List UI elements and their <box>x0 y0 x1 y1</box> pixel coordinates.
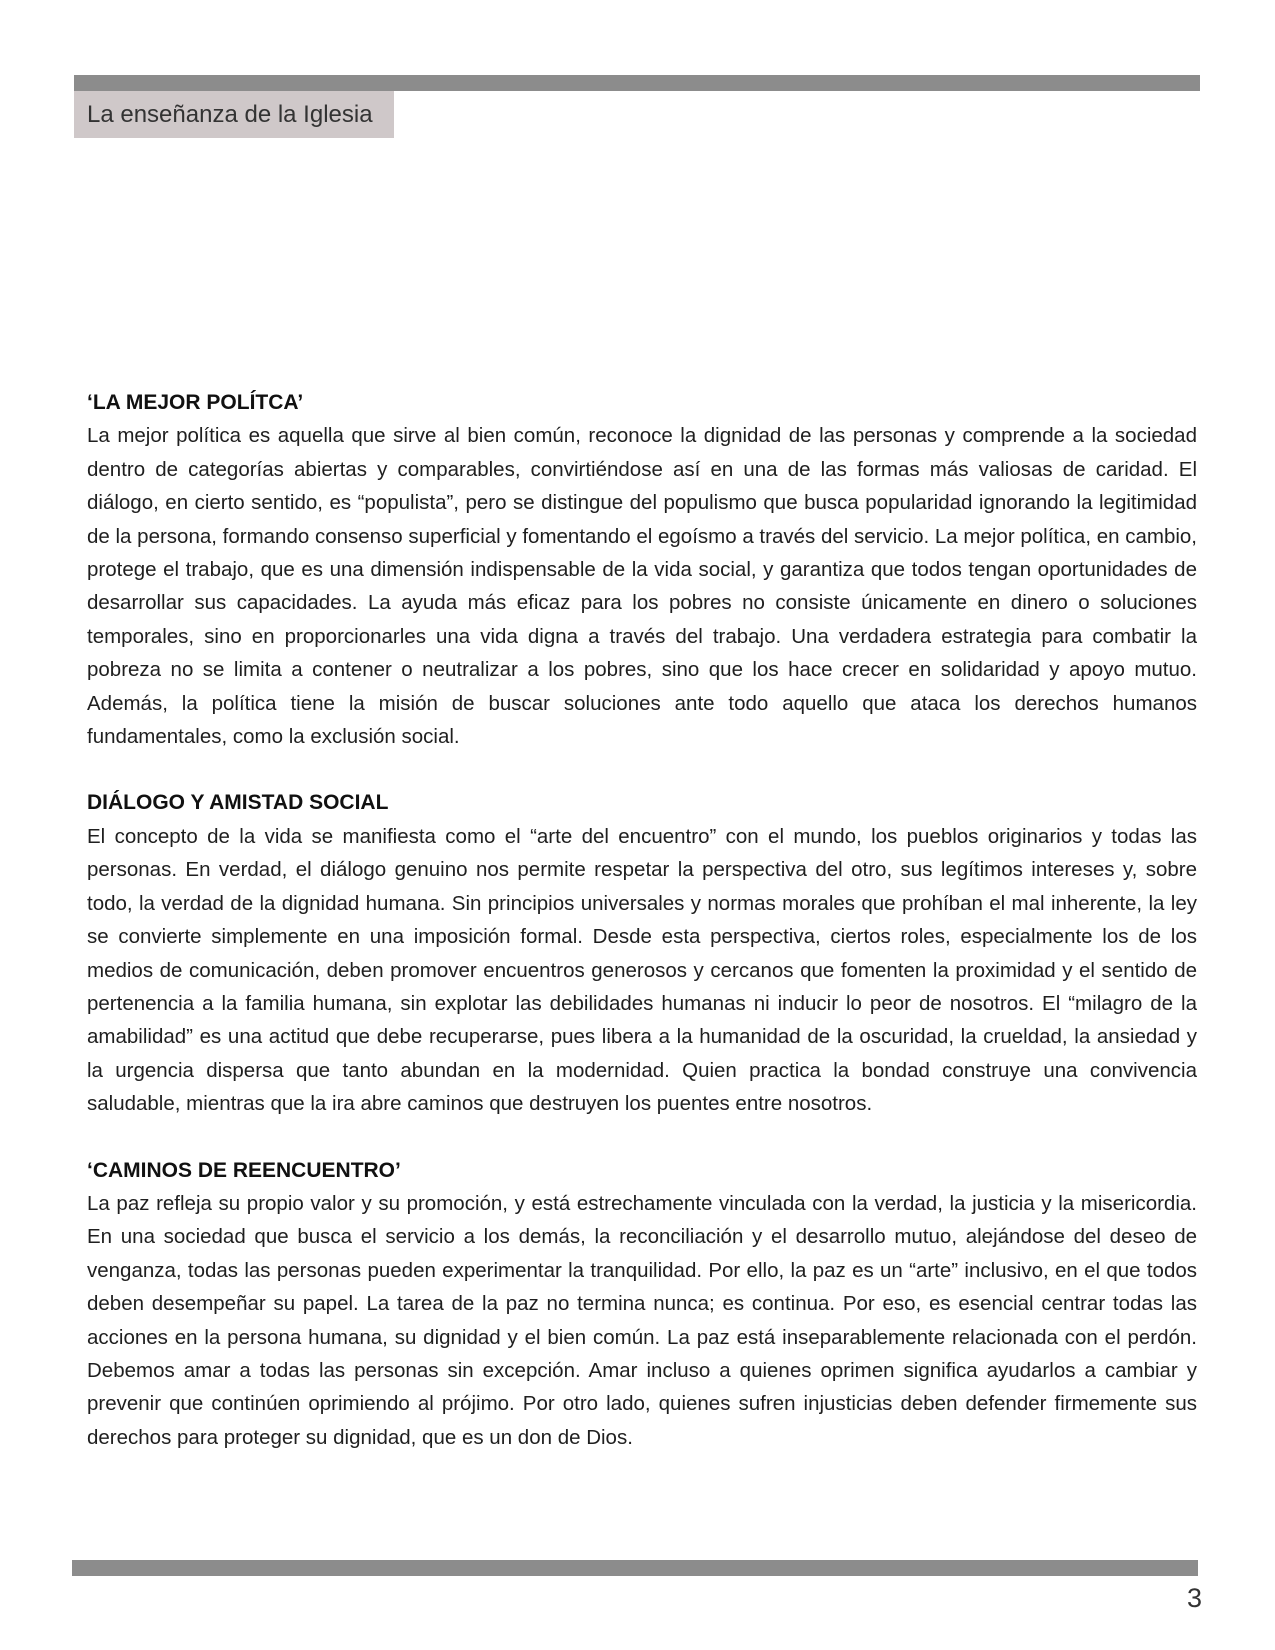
section-title: ‘CAMINOS DE REENCUENTRO’ <box>87 1158 401 1182</box>
header-title: La enseñanza de la Iglesia <box>87 101 373 128</box>
section-la-mejor-politica <box>87 386 1197 753</box>
section-title: DIÁLOGO Y AMISTAD SOCIAL <box>87 791 389 815</box>
page-content <box>87 386 1197 1487</box>
top-rule <box>74 75 1200 91</box>
header-tab <box>74 91 394 138</box>
section-caminos-de-reencuentro <box>87 1154 1197 1455</box>
section-dialogo-y-amistad-social <box>87 786 1197 1120</box>
section-title: ‘LA MEJOR POLÍTCA’ <box>87 391 304 414</box>
bottom-rule <box>72 1560 1198 1576</box>
section-body: El concepto de la vida se manifiesta como el “arte del encuentro” con el mundo, los pueblos originarios y todas las personas. En verdad, el diálogo genuino nos permite respetar la perspectiva del otro, sus legítimos intereses y, sobre todo, la verdad de la dignidad humana. Sin principios universales y normas morales que prohíban el mal inherente, la ley se convierte simplemente en una imposición formal. Desde esta perspectiva, ciertos roles, especialmente los de los medios de comunicación, deben promover encuentros generosos y cercanos que fomenten la proximidad y el sentido de pertenencia a la familia humana, sin explotar las debilidades humanas ni inducir lo peor de nosotros. El “milagro de la amabilidad” es una actitud que debe recuperarse, pues libera a la humanidad de la oscuridad, la crueldad, la ansiedad y la urgencia dispersa que tanto abundan en la modernidad. Quien practica la bondad construye una convivencia saludable, mientras que la ira abre caminos que destruyen los puentes entre nosotros. <box>87 824 1197 1116</box>
section-body: La mejor política es aquella que sirve al bien común, reconoce la dignidad de las personas y comprende a la sociedad dentro de categorías abiertas y comparables, convirtiéndose así en una de las formas más valiosas de caridad. El diálogo, en cierto sentido, es “populista”, pero se distingue del populismo que busca popularidad ignorando la legitimidad de la persona, formando consenso superficial y fomentando el egoísmo a través del servicio. La mejor política, en cambio, protege el trabajo, que es una dimensión indispensable de la vida social, y garantiza que todos tengan oportunidades de desarrollar sus capacidades. La ayuda más eficaz para los pobres no consiste únicamente en dinero o soluciones temporales, sino en proporcionarles una vida digna a través del trabajo. Una verdadera estrategia para combatir la pobreza no se limita a contener o neutralizar a los pobres, sino que los hace crecer en solidaridad y apoyo mutuo. Además, la política tiene la misión de buscar soluciones ante todo aquello que ataca los derechos humanos fundamentales, como la exclusión social. <box>87 424 1197 749</box>
page-number: 3 <box>1186 1583 1202 1613</box>
section-body: La paz refleja su propio valor y su promoción, y está estrechamente vinculada con la verdad, la justicia y la misericordia. En una sociedad que busca el servicio a los demás, la reconciliación y el desarrollo mutuo, alejándose del deseo de venganza, todas las personas pueden experimentar la tranquilidad. Por ello, la paz es un “arte” inclusivo, en el que todos deben desempeñar su papel. La tarea de la paz no termina nunca; es continua. Por eso, es esencial centrar todas las acciones en la persona humana, su dignidad y el bien común. La paz está inseparablemente relacionada con el perdón. Debemos amar a todas las personas sin excepción. Amar incluso a quienes oprimen significa ayudarlos a cambiar y prevenir que continúen oprimiendo al prójimo. Por otro lado, quienes sufren injusticias deben defender firmemente sus derechos para proteger su dignidad, que es un don de Dios. <box>87 1191 1197 1449</box>
